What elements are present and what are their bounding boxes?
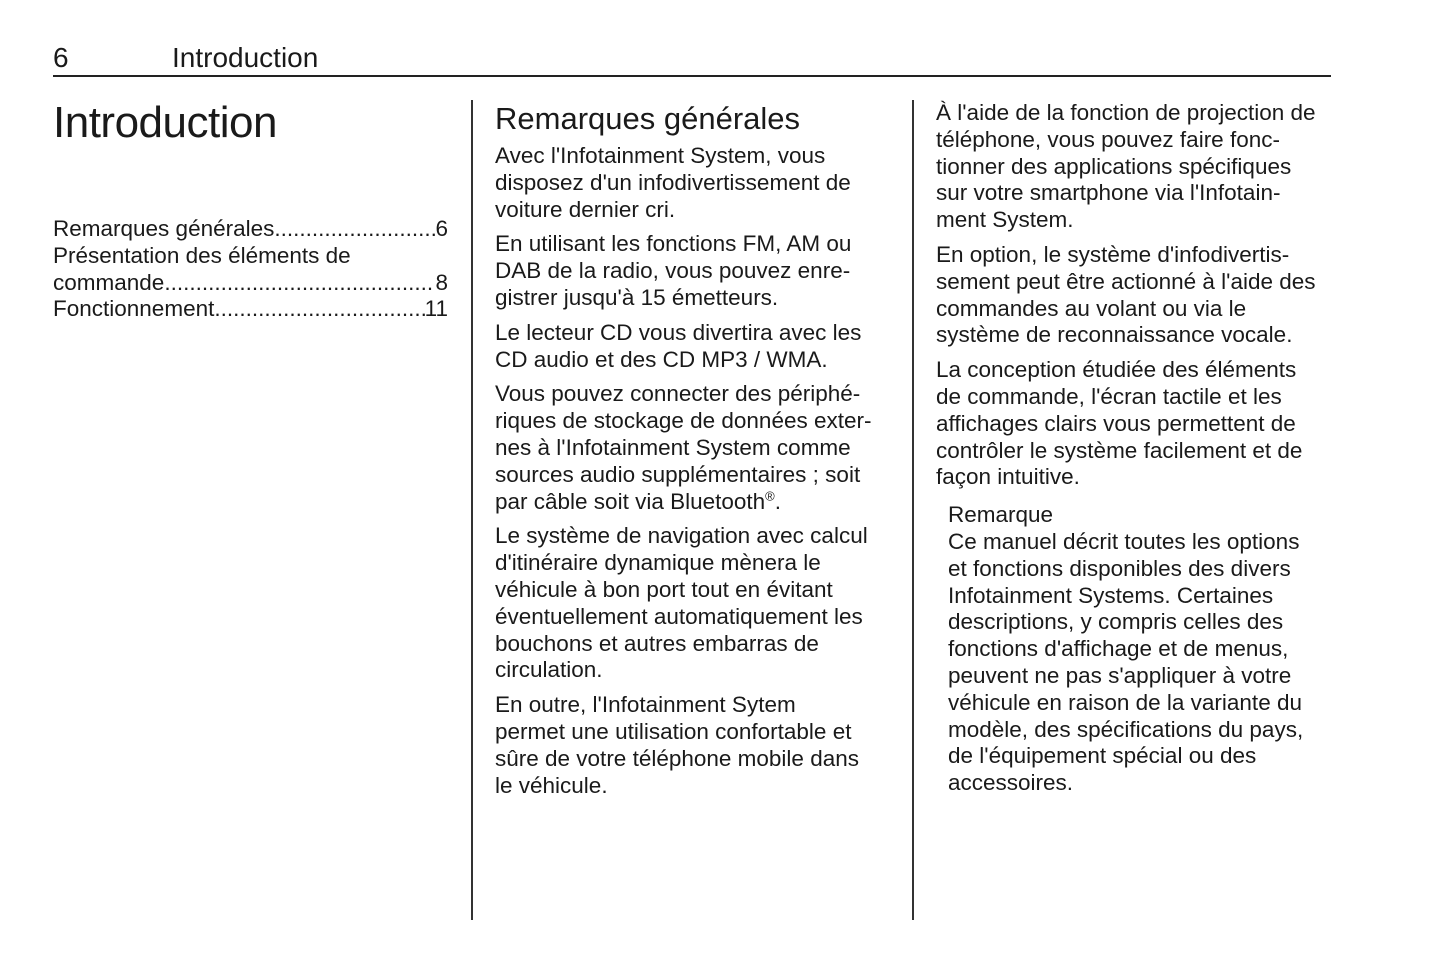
toc-page-number: 6 (435, 216, 448, 241)
text-line: de commande, l'écran tactile et les (936, 383, 1282, 409)
toc-leader-dots (214, 296, 424, 323)
text-line: contrôler le système facilement et de (936, 437, 1303, 463)
note-body (948, 529, 1336, 797)
toc-entry-text (53, 243, 448, 297)
text-line: par câble soit via Bluetooth®. (495, 488, 782, 514)
section-heading: Remarques générales (495, 101, 801, 136)
paragraph (495, 692, 895, 799)
text-line: DAB de la radio, vous pouvez enre- (495, 258, 851, 284)
page-number: 6 (53, 42, 69, 73)
table-of-contents (53, 216, 448, 323)
text-line: En utilisant les fonctions FM, AM ou (495, 231, 852, 257)
text-line: affichages clairs vous permettent de (936, 410, 1296, 436)
toc-page-number: 8 (435, 269, 448, 295)
text-line: Infotainment Systems. Certaines (948, 582, 1274, 608)
text-line: Ce manuel décrit toutes les options (948, 528, 1300, 554)
text-line: disposez d'un infodivertissement de (495, 169, 851, 195)
text-line: d'itinéraire dynamique mènera le (495, 550, 821, 576)
text-line: ment System. (936, 207, 1074, 233)
text-line: riques de stockage de données exter- (495, 408, 872, 434)
text-line: véhicule à bon port tout en évitant (495, 576, 833, 602)
text-line: accessoires. (948, 770, 1074, 796)
text-line: voiture dernier cri. (495, 196, 676, 222)
text-line: modèle, des spécifications du pays, (948, 716, 1304, 742)
paragraph (495, 143, 895, 223)
text-line: sûre de votre téléphone mobile dans (495, 745, 859, 771)
paragraph (936, 242, 1336, 349)
toc-label: Remarques générales (53, 216, 275, 241)
column-divider (912, 100, 914, 920)
text-line: fonctions d'affichage et de menus, (948, 636, 1289, 662)
paragraph (495, 381, 895, 515)
paragraph (936, 100, 1336, 234)
text-line: téléphone, vous pouvez faire fonc- (936, 126, 1280, 152)
running-header: Introduction (172, 42, 319, 73)
toc-label: Fonctionnement (53, 296, 215, 322)
text-line: bouchons et autres embarras de (495, 630, 819, 656)
text-line: peuvent ne pas s'appliquer à votre (948, 662, 1292, 688)
column-3-body (936, 100, 1336, 491)
text-line: tionner des applications spécifiques (936, 153, 1292, 179)
toc-last-line (53, 216, 448, 243)
text-line: de l'équipement spécial ou des (948, 743, 1257, 769)
text-line: Avec l'Infotainment System, vous (495, 143, 826, 168)
text-line: circulation. (495, 657, 603, 683)
text-line: éventuellement automatiquement les (495, 603, 863, 629)
text-line: et fonctions disponibles des divers (948, 555, 1291, 581)
paragraph (495, 523, 895, 684)
text-line: le véhicule. (495, 772, 608, 798)
toc-leader-dots (274, 216, 435, 243)
toc-entry-text (53, 296, 448, 323)
toc-entry[interactable] (53, 216, 448, 243)
toc-label: commande (53, 269, 165, 295)
paragraph (495, 231, 895, 311)
text-line: sur votre smartphone via l'Infotain- (936, 180, 1281, 206)
text-line: gistrer jusqu'à 15 émetteurs. (495, 284, 779, 310)
column-3 (936, 100, 1336, 797)
text-line: sources audio supplémentaires ; soit (495, 461, 861, 487)
text-line: La conception étudiée des éléments (936, 357, 1297, 383)
toc-last-line (53, 296, 448, 323)
paragraph (495, 320, 895, 374)
column-2 (495, 100, 895, 807)
toc-leader-dots (164, 270, 435, 297)
toc-entry[interactable] (53, 296, 448, 323)
toc-entry[interactable] (53, 243, 448, 297)
paragraph (936, 357, 1336, 491)
text-line: permet une utilisation confortable et (495, 718, 852, 744)
text-line: descriptions, y compris celles des (948, 609, 1284, 635)
toc-entry-text (53, 216, 448, 243)
text-line: système de reconnaissance vocale. (936, 322, 1293, 348)
text-line: façon intuitive. (936, 464, 1080, 490)
toc-line: Présentation des éléments de (53, 242, 351, 268)
header-rule (53, 75, 1331, 77)
text-line: En outre, l'Infotainment Sytem (495, 692, 796, 718)
text-line: À l'aide de la fonction de projection de (936, 100, 1316, 125)
text-line: Le lecteur CD vous divertira avec les (495, 319, 862, 345)
text-line: véhicule en raison de la variante du (948, 689, 1302, 715)
text-line: nes à l'Infotainment System comme (495, 434, 851, 460)
text-line: commandes au volant ou via le (936, 295, 1247, 321)
chapter-title: Introduction (53, 98, 277, 147)
column-divider (471, 100, 473, 920)
text-line: Vous pouvez connecter des périphé- (495, 381, 861, 407)
column-2-body (495, 143, 895, 799)
toc-page-number: 11 (424, 296, 448, 322)
note-box (948, 502, 1336, 797)
text-line: CD audio et des CD MP3 / WMA. (495, 346, 828, 372)
text-line: sement peut être actionné à l'aide des (936, 268, 1316, 294)
text-line: En option, le système d'infodivertis- (936, 241, 1290, 267)
text-line: Le système de navigation avec calcul (495, 523, 868, 549)
toc-last-line (53, 270, 448, 297)
note-heading: Remarque (948, 502, 1054, 528)
